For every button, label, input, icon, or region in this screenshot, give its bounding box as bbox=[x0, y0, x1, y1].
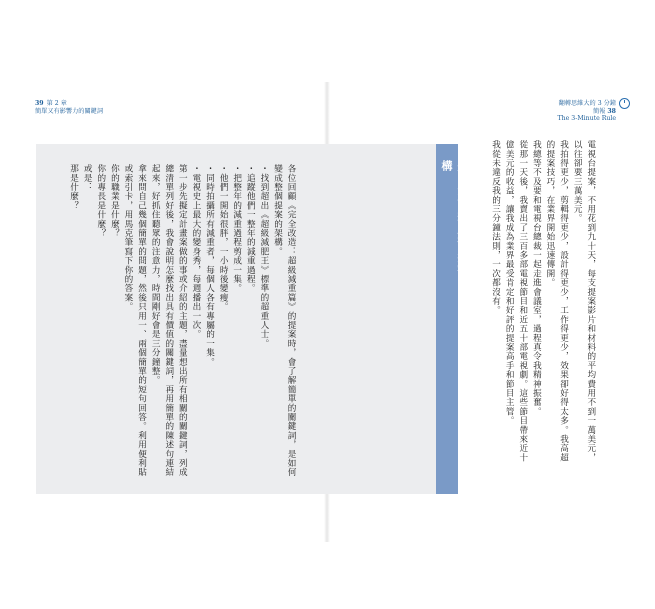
paragraph: 電視台提案，不用花到九十天，每支提案影片和材料的平均費用不到一萬美元，以往卻要三萬美元。 bbox=[572, 140, 596, 462]
question: 你的職業是什麼？ bbox=[109, 164, 120, 238]
right-running-head bbox=[556, 100, 616, 123]
paragraph: 我總等不及要和電視台總裁一起走進會議室，過程真令我精神振奮。 bbox=[531, 140, 542, 416]
list-item: ・找到超出《超級減肥王》標準的超重人士。 bbox=[258, 164, 269, 349]
sidebar-title: 將關鍵詞變成提案架構 bbox=[440, 160, 469, 273]
left-subtitle: 簡單又有影響力的關鍵詞 bbox=[35, 107, 104, 115]
paragraph: 我從未違反我的三分鐘法則，一次都沒有。 bbox=[490, 140, 501, 315]
right-page-number: 38 bbox=[607, 107, 616, 115]
paragraph: 我拍得更少，剪輯得更少，設計得更少，工作得更少，效果卻好得太多。我高超的提案技巧，在業界開始迅速傳開。 bbox=[544, 140, 569, 462]
right-title: 翻轉思維大的 3 分鐘簡報 bbox=[558, 100, 616, 115]
box-paragraph: 第一步先擬定計畫案做的事或介紹的主題，盡量想出所有相關的關鍵詞，列成總清單列好後，我會說明怎麼找出具有價值的關鍵詞，再用簡單的陳述句連結起來，好抓住聽眾的注意力，時間剛好會是三分鐘整。 bbox=[150, 164, 188, 477]
question: 或是： bbox=[82, 164, 93, 192]
question: 你的專長是什麼？ bbox=[95, 164, 106, 238]
list-item: ・追蹤他們一整年的減重過程。 bbox=[245, 164, 256, 293]
question: 那是什麼？ bbox=[68, 164, 79, 210]
clock-icon bbox=[619, 98, 630, 109]
paragraph: 從那一天後，我賣出了三百多部電視節目和近五十部電視劇。這些節目帶來近十億美元的收益，讓我成為業界最受肯定和好評的提案高手和節目主管。 bbox=[504, 140, 528, 462]
right-english-title: The 3-Minute Rule bbox=[557, 115, 616, 122]
list-item: ・同時拍攝所有減重者，每個人各有專屬的一集。 bbox=[204, 164, 215, 367]
list-item: ・把整年的減重過程剪成一集。 bbox=[231, 164, 242, 293]
left-running-head bbox=[35, 100, 135, 115]
right-page-text bbox=[488, 140, 597, 470]
left-page-number: 39 bbox=[35, 100, 44, 107]
sidebar-box-text bbox=[66, 164, 297, 484]
left-chapter: 第 2 章 bbox=[46, 100, 67, 107]
list-item: ・電視史上最大的變身秀，每週播出一次。 bbox=[190, 164, 201, 339]
box-intro: 各位回顧《完全改造：超級減重篇》的提案時，會了解簡單的關鍵詞，是如何變成整個提案的架構。 bbox=[272, 164, 297, 477]
list-item: ・他們一開始很胖，一小時後變瘦。 bbox=[218, 164, 229, 312]
box-paragraph: 拿來問自己幾個簡單的問題，然後只用一、兩個簡單的短句回答。利用便利貼或索引卡，用馬克筆寫下你的答案。 bbox=[122, 164, 147, 477]
